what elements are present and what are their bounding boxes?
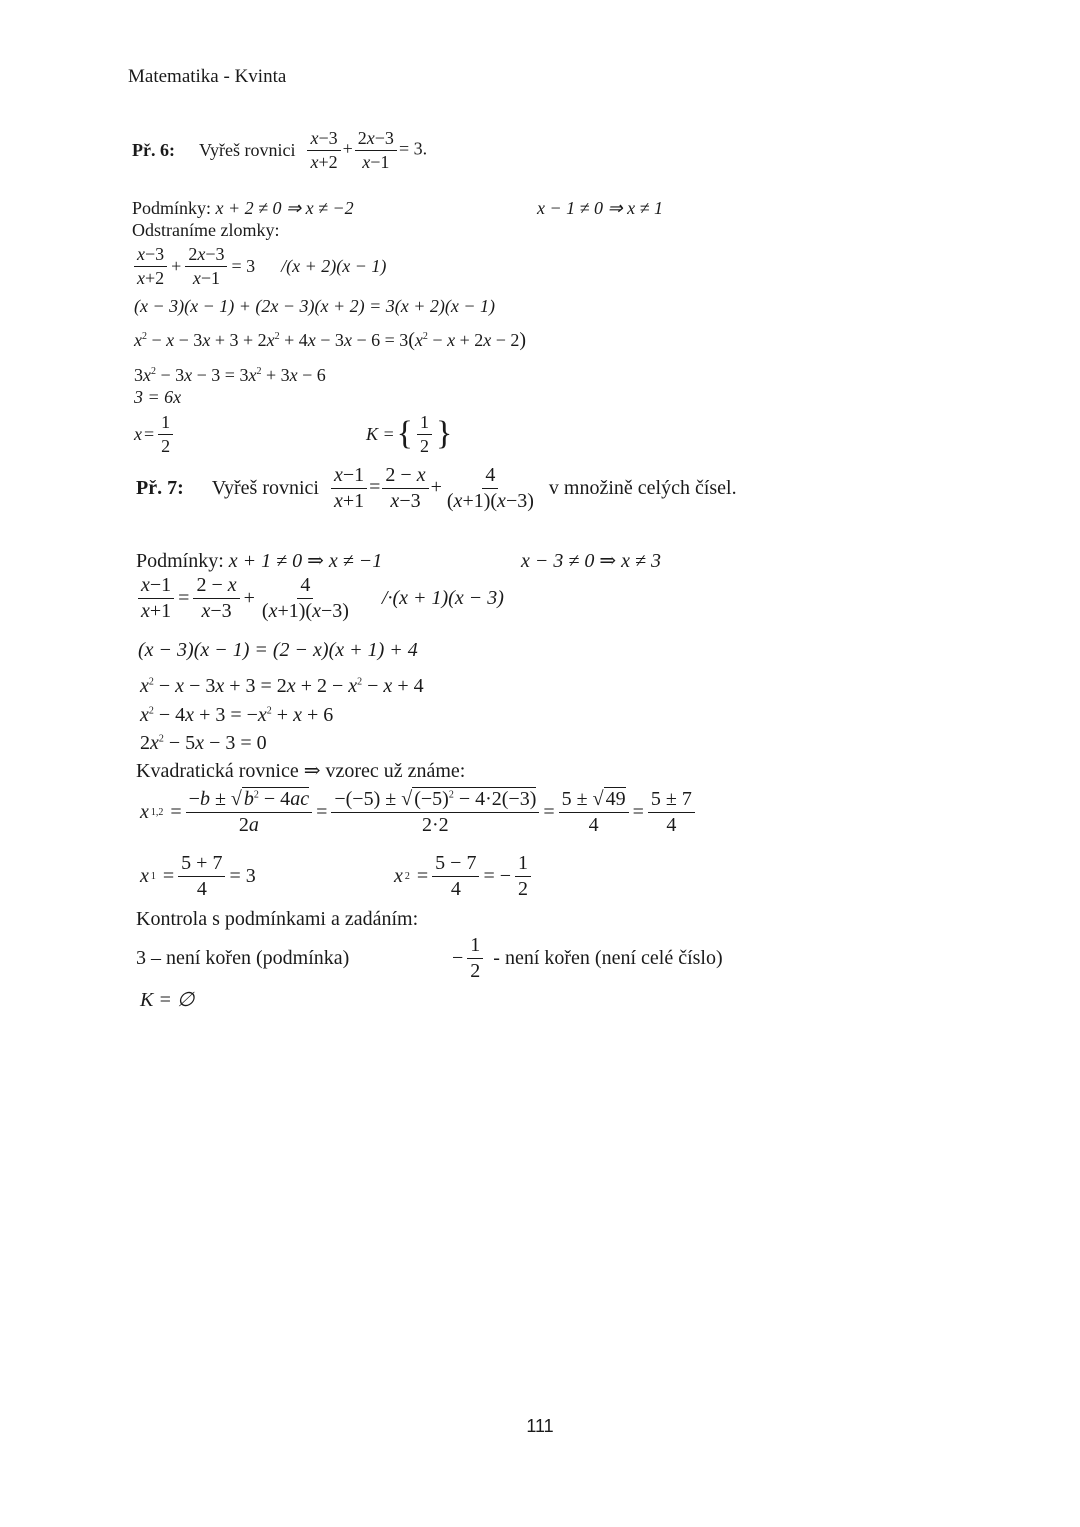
ex7-task-suffix: v množině celých čísel.: [548, 477, 737, 499]
ex7-conditions: [136, 548, 382, 573]
ex6-solution-set: K = { $\frac{1}{2}$ }: [366, 412, 453, 456]
ex7-line1: (x − 3)(x − 1) = (2 − x)(x + 1) + 4: [138, 639, 418, 661]
ex7-conditions-label: Podmínky:: [136, 550, 224, 572]
ex6-condition-2: x − 1 ≠ 0 ⇒ x ≠ 1: [537, 198, 663, 218]
ex6-result-label: K =: [366, 423, 395, 444]
ex6-conditions-label: Podmínky:: [132, 198, 212, 218]
ex7-root2: x 2 = $\frac{5 - 7}{4}$ = − $\frac{1}{2}$: [394, 852, 533, 901]
ex7-multiplier: /·(x + 1)(x − 3): [381, 587, 504, 609]
ex6-equation: $\frac{x-3}{x+2}$ + $\frac{2x-3}{x-1}$ = 3.: [305, 128, 427, 172]
ex6-x-result: x = $\frac{1}{2}$: [134, 412, 175, 456]
ex7-line2: $x^2 - x - 3x + 3 = 2x + 2 - x^2 - x + 4$: [140, 675, 424, 697]
ex6-remove-fractions: Odstraníme zlomky:: [132, 220, 280, 240]
ex6-task: Vyřeš rovnici: [198, 139, 296, 160]
ex7-condition-2: x − 3 ≠ 0 ⇒ x ≠ 3: [521, 550, 661, 572]
ex6-expand-line: (x − 3)(x − 1) + (2x − 3)(x + 2) = 3(x + 2)(x − 1): [134, 296, 496, 316]
ex6-conditions: [132, 198, 354, 219]
ex7-label: Př. 7:: [136, 477, 184, 499]
ex6-simplified: 3 = 6x: [134, 387, 182, 407]
ex6-collected: $3x^2 - 3x - 3 = 3x^2 + 3x - 6$: [134, 365, 326, 385]
ex6-expanded-poly: $x^2 - x - 3x + 3 + 2x^2 + 4x - 3x - 6 = 3(x^2 - x + 2x - 2)$: [134, 329, 527, 351]
ex7-title: [136, 464, 737, 513]
ex7-root2-note: - není kořen (není celé číslo): [493, 947, 723, 969]
ex6-label: Př. 6:: [132, 139, 175, 160]
ex7-root1-note: 3 – není kořen (podmínka): [136, 947, 350, 969]
ex7-line4: $2x^2 - 5x - 3 = 0$: [140, 732, 267, 754]
ex7-eq-line: $\frac{x-1}{x+1}$ = $\frac{2 - x}{x-3}$ + $\frac{4}{(x+1)(x-3)}$ /·(x + 1)(x − 3): [136, 574, 504, 623]
ex6-title: [132, 128, 427, 172]
ex7-task: Vyřeš rovnici: [211, 477, 319, 499]
page-header: Matematika - Kvinta: [128, 66, 287, 87]
page-number: 111: [526, 1416, 554, 1436]
ex7-check: Kontrola s podmínkami a zadáním:: [136, 908, 419, 930]
ex7-quadratic-note: Kvadratická rovnice ⇒ vzorec už známe:: [136, 760, 466, 782]
ex7-line3: $x^2 - 4x + 3 = -x^2 + x + 6$: [140, 704, 334, 726]
ex7-quadratic-formula: x 1,2 = $\frac{-b \pm √ b^2 - 4ac}{2a}$ = $\frac{-(-5) \pm √ (-5)^2 - 4\cdot 2(-3)}{2\cdot 2}$ = $\frac{5 \pm √ 49}{4}$ = $\frac{5 \pm 7}{4}$: [140, 788, 697, 837]
ex6-multiplier: /(x + 2)(x − 1): [281, 255, 387, 276]
ex7-root2-check: − $\frac{1}{2}$ - není kořen (není celé číslo): [452, 934, 723, 982]
ex6-condition-1: x + 2 ≠ 0 ⇒ x ≠ −2: [215, 198, 354, 218]
ex7-condition-1: x + 1 ≠ 0 ⇒ x ≠ −1: [228, 550, 383, 572]
ex7-root1: x 1 = $\frac{5 + 7}{4}$ = 3: [140, 852, 256, 900]
ex7-result: K = ∅: [140, 989, 195, 1011]
ex7-equation: $\frac{x-1}{x+1}$ = $\frac{2 - x}{x-3}$ + $\frac{4}{(x+1)(x-3)}$: [329, 464, 539, 513]
ex6-eq-line: $\frac{x-3}{x+2}$ + $\frac{2x-3}{x-1}$ = 3 /(x + 2)(x − 1): [132, 244, 386, 288]
